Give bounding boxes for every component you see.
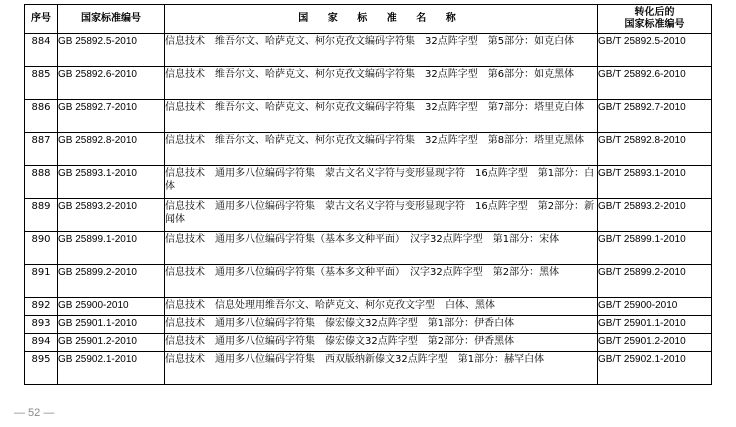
table-row xyxy=(25,316,712,334)
cell-standard-name: 信息技术 信息处理用维吾尔文、哈萨克文、柯尔克孜文字型 白体、黑体 xyxy=(165,298,598,316)
cell-new-standard-code: GB/T 25893.1-2010 xyxy=(598,166,712,199)
cell-new-standard-code: GB/T 25892.5-2010 xyxy=(598,34,712,67)
cell-standard-name: 信息技术 通用多八位编码字符集 西双版纳新傣文32点阵字型 第1部分：赫罕白体 xyxy=(165,352,598,385)
cell-serial-no: 893 xyxy=(25,316,58,334)
table-row xyxy=(25,199,712,232)
table-row xyxy=(25,232,712,265)
cell-serial-no: 888 xyxy=(25,166,58,199)
cell-standard-name: 信息技术 维吾尔文、哈萨克文、柯尔克孜文编码字符集 32点阵字型 第5部分：如克白体 xyxy=(165,34,598,67)
cell-new-standard-code: GB/T 25892.6-2010 xyxy=(598,67,712,100)
cell-standard-name: 信息技术 通用多八位编码字符集 傣宏傣文32点阵字型 第2部分：伊香黑体 xyxy=(165,334,598,352)
cell-standard-name: 信息技术 通用多八位编码字符集（基本多文种平面） 汉字32点阵字型 第1部分：宋体 xyxy=(165,232,598,265)
cell-serial-no: 894 xyxy=(25,334,58,352)
cell-standard-code: GB 25892.6-2010 xyxy=(58,67,165,100)
cell-standard-name: 信息技术 通用多八位编码字符集 蒙古文名义字符与变形显现字符 16点阵字型 第2部分：新闻体 xyxy=(165,199,598,232)
header-serial-no: 序号 xyxy=(25,5,58,34)
cell-new-standard-code: GB/T 25899.1-2010 xyxy=(598,232,712,265)
cell-standard-code: GB 25893.1-2010 xyxy=(58,166,165,199)
table-row xyxy=(25,265,712,298)
cell-standard-code: GB 25901.1-2010 xyxy=(58,316,165,334)
table-row xyxy=(25,298,712,316)
cell-new-standard-code: GB/T 25900-2010 xyxy=(598,298,712,316)
page-number: — 52 — xyxy=(14,407,55,419)
cell-standard-code: GB 25892.8-2010 xyxy=(58,133,165,166)
cell-serial-no: 889 xyxy=(25,199,58,232)
cell-standard-code: GB 25893.2-2010 xyxy=(58,199,165,232)
cell-serial-no: 895 xyxy=(25,352,58,385)
cell-serial-no: 885 xyxy=(25,67,58,100)
cell-standard-code: GB 25902.1-2010 xyxy=(58,352,165,385)
table-row xyxy=(25,67,712,100)
table-row xyxy=(25,352,712,385)
cell-standard-code: GB 25901.2-2010 xyxy=(58,334,165,352)
table-row xyxy=(25,100,712,133)
cell-standard-name: 信息技术 通用多八位编码字符集（基本多文种平面） 汉字32点阵字型 第2部分：黑体 xyxy=(165,265,598,298)
header-standard-name: 国 家 标 准 名 称 xyxy=(165,5,598,34)
cell-standard-code: GB 25899.1-2010 xyxy=(58,232,165,265)
header-new-standard-code xyxy=(598,5,712,34)
cell-serial-no: 887 xyxy=(25,133,58,166)
cell-serial-no: 886 xyxy=(25,100,58,133)
header-new-code-line2: 国家标准编号 xyxy=(624,19,685,30)
cell-standard-code: GB 25892.5-2010 xyxy=(58,34,165,67)
table-row xyxy=(25,166,712,199)
cell-new-standard-code: GB/T 25901.2-2010 xyxy=(598,334,712,352)
cell-new-standard-code: GB/T 25893.2-2010 xyxy=(598,199,712,232)
cell-new-standard-code: GB/T 25901.1-2010 xyxy=(598,316,712,334)
header-standard-code: 国家标准编号 xyxy=(58,5,165,34)
cell-standard-name: 信息技术 通用多八位编码字符集 蒙古文名义字符与变形显现字符 16点阵字型 第1部分：白体 xyxy=(165,166,598,199)
cell-standard-name: 信息技术 维吾尔文、哈萨克文、柯尔克孜文编码字符集 32点阵字型 第8部分：塔里克黑体 xyxy=(165,133,598,166)
cell-standard-name: 信息技术 维吾尔文、哈萨克文、柯尔克孜文编码字符集 32点阵字型 第6部分：如克黑体 xyxy=(165,67,598,100)
cell-serial-no: 892 xyxy=(25,298,58,316)
cell-serial-no: 884 xyxy=(25,34,58,67)
cell-new-standard-code: GB/T 25902.1-2010 xyxy=(598,352,712,385)
cell-standard-code: GB 25899.2-2010 xyxy=(58,265,165,298)
table-row xyxy=(25,334,712,352)
cell-new-standard-code: GB/T 25892.8-2010 xyxy=(598,133,712,166)
cell-new-standard-code: GB/T 25899.2-2010 xyxy=(598,265,712,298)
cell-serial-no: 891 xyxy=(25,265,58,298)
standards-table xyxy=(24,4,712,385)
cell-new-standard-code: GB/T 25892.7-2010 xyxy=(598,100,712,133)
cell-standard-name: 信息技术 通用多八位编码字符集 傣宏傣文32点阵字型 第1部分：伊香白体 xyxy=(165,316,598,334)
cell-standard-code: GB 25892.7-2010 xyxy=(58,100,165,133)
cell-standard-code: GB 25900-2010 xyxy=(58,298,165,316)
table-body xyxy=(25,34,712,385)
table-header-row xyxy=(25,5,712,34)
cell-serial-no: 890 xyxy=(25,232,58,265)
cell-standard-name: 信息技术 维吾尔文、哈萨克文、柯尔克孜文编码字符集 32点阵字型 第7部分：塔里克白体 xyxy=(165,100,598,133)
table-row xyxy=(25,133,712,166)
table-row xyxy=(25,34,712,67)
header-new-code-line1: 转化后的 xyxy=(634,7,675,18)
